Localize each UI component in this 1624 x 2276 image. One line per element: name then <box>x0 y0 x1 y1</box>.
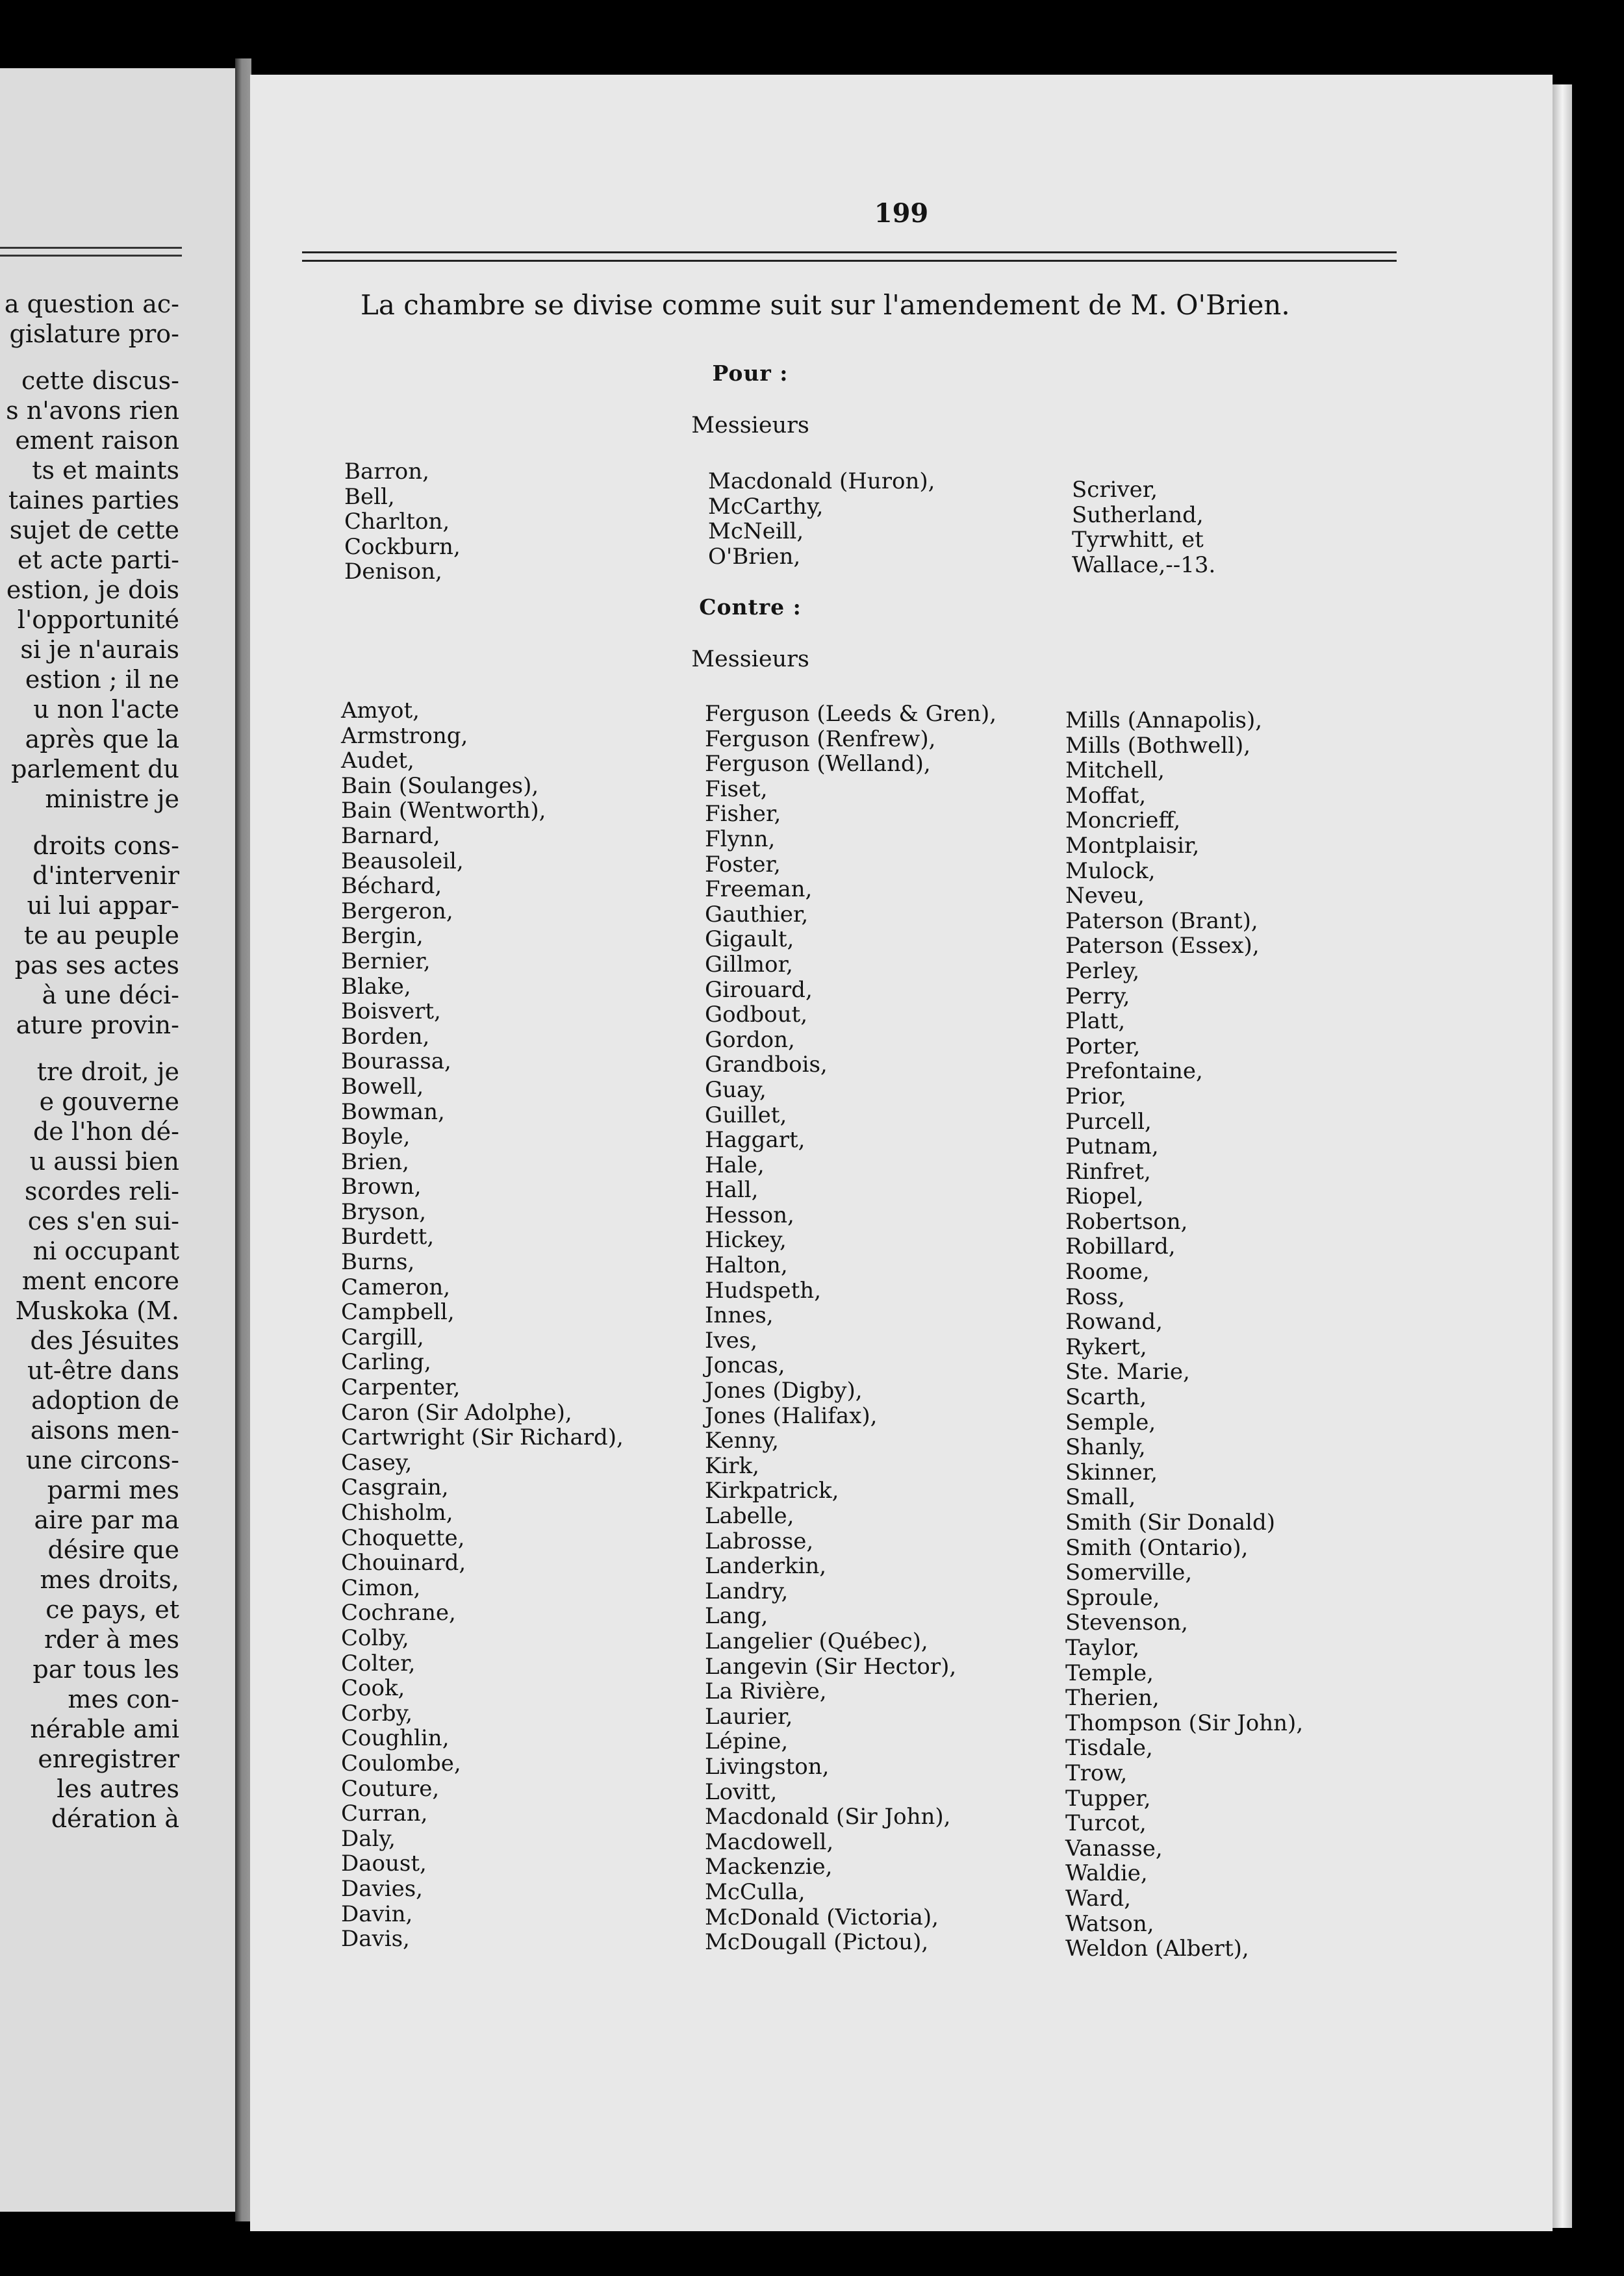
member-name: Ives, <box>705 1327 758 1354</box>
left-page-line: et acte parti- <box>17 546 179 574</box>
member-name: Livingston, <box>705 1753 830 1780</box>
member-name: Ste. Marie, <box>1065 1359 1190 1385</box>
left-page-line: dération à <box>51 1804 179 1833</box>
member-name: Casgrain, <box>341 1474 449 1501</box>
member-name: Paterson (Brant), <box>1065 907 1258 934</box>
left-page-line: te au peuple <box>23 921 179 950</box>
member-name: Somerville, <box>1065 1560 1193 1586</box>
left-page-line: sujet de cette <box>9 516 179 544</box>
member-name: Perley, <box>1065 957 1140 984</box>
member-name: Curran, <box>341 1801 428 1827</box>
member-name: Fiset, <box>705 776 768 802</box>
member-name: Bain (Wentworth), <box>341 798 546 824</box>
member-name: Bourassa, <box>341 1048 451 1075</box>
left-page-line: mes droits, <box>40 1565 179 1594</box>
gutter-shadow <box>235 58 251 2221</box>
member-name: Ferguson (Welland), <box>705 751 931 778</box>
member-name: Colter, <box>341 1650 416 1676</box>
left-page-line: aisons men- <box>30 1416 179 1445</box>
member-name: Chouinard, <box>341 1550 466 1576</box>
member-name: Jones (Halifax), <box>705 1402 878 1429</box>
left-page-line: si je n'aurais <box>20 635 179 664</box>
member-name: Hudspeth, <box>705 1277 822 1304</box>
page-edge <box>1553 84 1572 2228</box>
member-name: Cameron, <box>341 1274 451 1300</box>
left-page-line: ui lui appar- <box>27 891 179 920</box>
member-name: Vanasse, <box>1065 1835 1163 1862</box>
member-name: Davies, <box>341 1875 423 1902</box>
left-page-line: nérable ami <box>30 1715 179 1743</box>
member-name: Scarth, <box>1065 1384 1147 1411</box>
member-name: Laurier, <box>705 1703 793 1730</box>
member-name: Audet, <box>341 748 414 774</box>
member-name: Godbout, <box>705 1002 807 1028</box>
member-name: Ferguson (Leeds & Gren), <box>705 701 997 727</box>
member-name: Barron, <box>344 459 429 485</box>
member-name: Putnam, <box>1065 1133 1159 1160</box>
member-name: Cargill, <box>341 1324 424 1350</box>
left-rule <box>0 247 182 249</box>
left-page-line: ts et maints <box>32 456 179 485</box>
member-name: Waldie, <box>1065 1860 1148 1887</box>
member-name: Weldon (Albert), <box>1065 1936 1249 1962</box>
member-name: Mitchell, <box>1065 757 1165 784</box>
member-name: Robillard, <box>1065 1233 1176 1260</box>
left-page-line: rder à mes <box>44 1625 179 1654</box>
member-name: Macdonald (Huron), <box>708 468 935 494</box>
pour-column-3 <box>1072 477 1215 577</box>
left-page-line: e gouverne <box>39 1087 179 1116</box>
member-name: Chisholm, <box>341 1500 453 1526</box>
member-name: Boyle, <box>341 1124 411 1150</box>
member-name: Mills (Annapolis), <box>1065 707 1263 733</box>
member-name: Kenny, <box>705 1428 779 1454</box>
member-name: McNeill, <box>708 518 804 545</box>
left-page-line: ut-être dans <box>27 1356 179 1385</box>
member-name: Bowman, <box>341 1098 445 1125</box>
member-name: Armstrong, <box>341 722 468 749</box>
member-name: O'Brien, <box>708 543 801 570</box>
left-page-line: gislature pro- <box>9 320 179 348</box>
left-page-line: parmi mes <box>47 1476 179 1504</box>
left-page-line: droits cons- <box>32 831 179 860</box>
member-name: Bain (Soulanges), <box>341 772 539 799</box>
member-name: Brown, <box>341 1174 422 1200</box>
member-name: Landry, <box>705 1578 789 1604</box>
member-name: Burns, <box>341 1249 415 1276</box>
left-page-line: tre droit, je <box>36 1057 179 1086</box>
member-name: Borden, <box>341 1023 430 1050</box>
left-page-line: d'intervenir <box>32 861 179 890</box>
member-name: Cimon, <box>341 1574 421 1601</box>
member-name: Labrosse, <box>705 1528 814 1554</box>
member-name: Cook, <box>341 1675 405 1702</box>
member-name: Gordon, <box>705 1026 795 1053</box>
left-page-line: parlement du <box>11 755 179 783</box>
contre-heading: Contre : <box>699 594 802 620</box>
member-name: Neveu, <box>1065 883 1145 909</box>
member-name: Bell, <box>344 483 395 510</box>
member-name: Amyot, <box>341 698 420 724</box>
member-name: Caron (Sir Adolphe), <box>341 1399 572 1426</box>
member-name: Rinfret, <box>1065 1158 1151 1185</box>
member-name: Davis, <box>341 1926 410 1953</box>
member-name: Langelier (Québec), <box>705 1628 928 1654</box>
member-name: McDougall (Pictou), <box>705 1929 929 1956</box>
member-name: Purcell, <box>1065 1108 1152 1135</box>
member-name: Prior, <box>1065 1083 1126 1109</box>
member-name: Innes, <box>705 1302 774 1329</box>
member-name: Moncrieff, <box>1065 807 1181 834</box>
left-page-line: adoption de <box>31 1386 179 1415</box>
member-name: Stevenson, <box>1065 1610 1188 1636</box>
member-name: Semple, <box>1065 1409 1156 1435</box>
member-name: McDonald (Victoria), <box>705 1904 939 1930</box>
member-name: Guay, <box>705 1076 767 1103</box>
member-name: Porter, <box>1065 1033 1141 1059</box>
member-name: Ross, <box>1065 1283 1125 1310</box>
member-name: Macdowell, <box>705 1828 834 1855</box>
member-name: Langevin (Sir Hector), <box>705 1653 957 1680</box>
member-name: Bernier, <box>341 948 431 974</box>
member-name: Cockburn, <box>344 533 461 560</box>
member-name: Watson, <box>1065 1910 1154 1937</box>
member-name: Campbell, <box>341 1299 455 1326</box>
pour-messieurs: Messieurs <box>691 412 809 438</box>
member-name: Labelle, <box>705 1503 794 1529</box>
member-name: Riopel, <box>1065 1183 1144 1210</box>
member-name: Beausoleil, <box>341 848 464 874</box>
member-name: Daoust, <box>341 1851 427 1877</box>
member-name: Davin, <box>341 1901 413 1927</box>
member-name: Cartwright (Sir Richard), <box>341 1424 624 1451</box>
member-name: Turcot, <box>1065 1810 1147 1837</box>
left-page-line: aire par ma <box>34 1506 179 1534</box>
member-name: Burdett, <box>341 1224 435 1250</box>
member-name: Hall, <box>705 1177 759 1204</box>
member-name: Smith (Sir Donald) <box>1065 1510 1276 1536</box>
left-page-line: les autres <box>57 1775 179 1803</box>
contre-column-2 <box>705 702 996 1955</box>
member-name: Carling, <box>341 1349 431 1376</box>
member-name: La Rivière, <box>705 1678 827 1705</box>
left-page-line: à une déci- <box>42 981 179 1009</box>
left-page-text <box>0 289 179 1834</box>
left-page-line: ment encore <box>21 1267 179 1295</box>
member-name: Skinner, <box>1065 1459 1158 1486</box>
member-name: Wallace,--13. <box>1072 551 1216 578</box>
member-name: Choquette, <box>341 1524 465 1551</box>
member-name: Boisvert, <box>341 998 441 1025</box>
member-name: Bryson, <box>341 1198 427 1225</box>
member-name: Lovitt, <box>705 1778 778 1805</box>
member-name: Daly, <box>341 1825 396 1852</box>
member-name: Ferguson (Renfrew), <box>705 726 936 752</box>
member-name: Carpenter, <box>341 1374 461 1401</box>
member-name: Casey, <box>341 1449 412 1476</box>
left-page-line: ature provin- <box>16 1011 179 1039</box>
member-name: Robertson, <box>1065 1208 1188 1235</box>
page-number: 199 <box>874 198 929 229</box>
member-name: Roome, <box>1065 1259 1150 1285</box>
contre-column-1 <box>341 698 624 1952</box>
member-name: Haggart, <box>705 1127 806 1154</box>
member-name: Gigault, <box>705 926 794 953</box>
member-name: Bowell, <box>341 1073 424 1100</box>
member-name: Therien, <box>1065 1685 1160 1712</box>
member-name: Macdonald (Sir John), <box>705 1804 951 1830</box>
member-name: Kirk, <box>705 1452 759 1479</box>
member-name: Landerkin, <box>705 1553 827 1580</box>
member-name: Lang, <box>705 1603 768 1630</box>
left-page-line: ministre je <box>45 785 179 813</box>
member-name: Charlton, <box>344 509 450 535</box>
left-page-line: ni occupant <box>32 1237 179 1265</box>
member-name: Coughlin, <box>341 1725 450 1752</box>
member-name: Grandbois, <box>705 1052 828 1078</box>
left-page-line: cette discus- <box>21 366 179 395</box>
member-name: Guillet, <box>705 1102 787 1128</box>
member-name: Gauthier, <box>705 901 809 928</box>
member-name: Rykert, <box>1065 1334 1147 1360</box>
member-name: Sproule, <box>1065 1584 1160 1611</box>
member-name: Smith (Ontario), <box>1065 1534 1249 1561</box>
member-name: Perry, <box>1065 983 1130 1009</box>
left-page-line: de l'hon dé- <box>32 1117 179 1146</box>
member-name: Hickey, <box>705 1227 787 1254</box>
left-page-line: scordes reli- <box>24 1177 179 1206</box>
left-page-line: mes con- <box>68 1685 179 1713</box>
member-name: Moffat, <box>1065 782 1147 809</box>
member-name: Coulombe, <box>341 1750 461 1777</box>
member-name: Mills (Bothwell), <box>1065 732 1251 759</box>
left-page-line: ces s'en sui- <box>27 1207 179 1235</box>
member-name: Tyrwhitt, et <box>1072 527 1204 553</box>
member-name: McCulla, <box>705 1878 806 1905</box>
member-name: Sutherland, <box>1072 501 1204 528</box>
member-name: Montplaisir, <box>1065 832 1200 859</box>
member-name: Flynn, <box>705 826 776 852</box>
left-page-line: u aussi bien <box>29 1147 179 1176</box>
member-name: Taylor, <box>1065 1634 1140 1661</box>
member-name: Joncas, <box>705 1352 785 1379</box>
member-name: Lépine, <box>705 1728 789 1755</box>
pour-column-2 <box>708 469 935 569</box>
left-page-fragment <box>0 68 235 2212</box>
member-name: Couture, <box>341 1775 440 1802</box>
member-name: Hesson, <box>705 1202 794 1228</box>
member-name: Thompson (Sir John), <box>1065 1710 1304 1736</box>
member-name: Freeman, <box>705 876 813 903</box>
member-name: Mulock, <box>1065 857 1156 884</box>
left-page-line: par tous les <box>32 1655 179 1684</box>
division-intro: La chambre se divise comme suit sur l'amendement de M. O'Brien. <box>361 289 1290 321</box>
left-page-line: ement raison <box>15 426 179 455</box>
member-name: Gillmor, <box>705 951 793 978</box>
member-name: Small, <box>1065 1484 1136 1511</box>
left-page-line: estion ; il ne <box>25 665 179 694</box>
left-page-line: estion, je dois <box>6 575 179 604</box>
member-name: Shanly, <box>1065 1434 1146 1461</box>
header-rule <box>302 260 1397 262</box>
left-page-line: Muskoka (M. <box>15 1296 179 1325</box>
left-page-line <box>0 1040 179 1057</box>
member-name: McCarthy, <box>708 493 824 520</box>
left-page-line <box>0 349 179 366</box>
left-page-line <box>0 814 179 831</box>
member-name: Fisher, <box>705 801 781 828</box>
member-name: Jones (Digby), <box>705 1378 863 1404</box>
member-name: Girouard, <box>705 976 813 1003</box>
member-name: Colby, <box>341 1625 409 1651</box>
member-name: Béchard, <box>341 873 442 900</box>
left-rule <box>0 255 182 257</box>
member-name: Kirkpatrick, <box>705 1478 839 1504</box>
member-name: Denison, <box>344 559 442 585</box>
left-page-line: taines parties <box>8 486 179 514</box>
member-name: Mackenzie, <box>705 1854 833 1880</box>
left-page-line: après que la <box>25 725 179 753</box>
left-page-line: s n'avons rien <box>6 396 179 425</box>
member-name: Paterson (Essex), <box>1065 933 1260 959</box>
member-name: Trow, <box>1065 1760 1128 1786</box>
member-name: Platt, <box>1065 1008 1126 1035</box>
member-name: Barnard, <box>341 822 440 849</box>
member-name: Tisdale, <box>1065 1735 1153 1762</box>
member-name: Bergin, <box>341 923 424 950</box>
member-name: Hale, <box>705 1152 765 1178</box>
member-name: Corby, <box>341 1700 413 1726</box>
member-name: Prefontaine, <box>1065 1058 1203 1085</box>
member-name: Blake, <box>341 973 411 1000</box>
member-name: Halton, <box>705 1252 788 1279</box>
pour-column-1 <box>344 459 461 585</box>
member-name: Tupper, <box>1065 1785 1151 1812</box>
header-rule <box>302 251 1397 253</box>
member-name: Ward, <box>1065 1885 1132 1912</box>
member-name: Scriver, <box>1072 477 1158 503</box>
contre-column-3 <box>1065 708 1303 1962</box>
left-page-line: des Jésuites <box>30 1326 179 1355</box>
left-page-line: désire que <box>47 1536 179 1564</box>
document-page <box>250 75 1553 2231</box>
member-name: Foster, <box>705 851 781 878</box>
left-page-line: une circons- <box>25 1446 179 1474</box>
member-name: Cochrane, <box>341 1600 456 1626</box>
member-name: Rowand, <box>1065 1309 1163 1335</box>
pour-heading: Pour : <box>712 360 789 386</box>
contre-messieurs: Messieurs <box>691 646 809 672</box>
member-name: Brien, <box>341 1148 409 1175</box>
left-page-line: pas ses actes <box>14 951 179 980</box>
left-page-line: u non l'acte <box>33 695 179 724</box>
left-page-line: ce pays, et <box>45 1595 179 1624</box>
member-name: Temple, <box>1065 1660 1154 1686</box>
left-page-line: l'opportunité <box>17 605 179 634</box>
left-page-line: enregistrer <box>38 1745 179 1773</box>
member-name: Bergeron, <box>341 898 453 924</box>
left-page-line: a question ac- <box>4 290 179 318</box>
